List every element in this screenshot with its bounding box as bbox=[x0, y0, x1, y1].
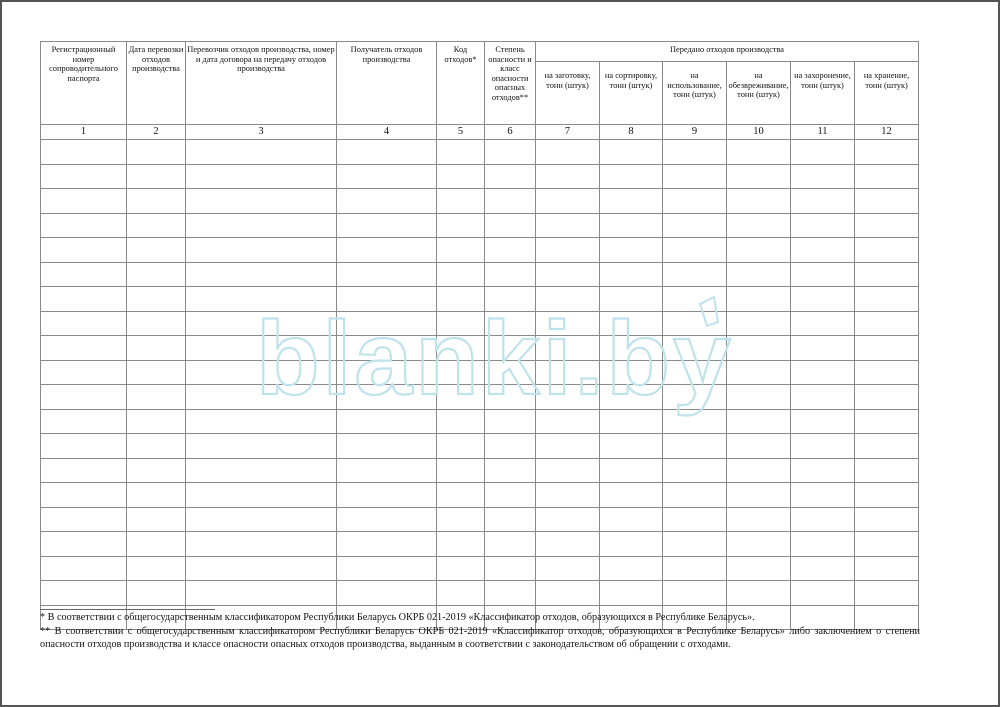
subheader-burial: на захоронение, тонн (штук) bbox=[791, 62, 855, 125]
table-cell[interactable] bbox=[186, 507, 337, 532]
table-cell[interactable] bbox=[855, 556, 919, 581]
table-cell[interactable] bbox=[727, 140, 791, 165]
table-cell[interactable] bbox=[186, 311, 337, 336]
table-cell[interactable] bbox=[663, 238, 727, 263]
table-cell[interactable] bbox=[437, 434, 485, 459]
table-cell[interactable] bbox=[337, 311, 437, 336]
waste-transfer-table bbox=[40, 41, 919, 630]
table-cell[interactable] bbox=[186, 385, 337, 410]
table-cell[interactable] bbox=[791, 287, 855, 312]
table-cell[interactable] bbox=[127, 507, 186, 532]
table-cell[interactable] bbox=[337, 189, 437, 214]
table-cell[interactable] bbox=[186, 262, 337, 287]
header-transferred-group: Передано отходов производства bbox=[536, 42, 919, 62]
table-body bbox=[41, 140, 919, 630]
table-cell[interactable] bbox=[41, 458, 127, 483]
table-cell[interactable] bbox=[186, 483, 337, 508]
table-cell[interactable] bbox=[41, 409, 127, 434]
table-cell[interactable] bbox=[186, 336, 337, 361]
table-cell[interactable] bbox=[663, 409, 727, 434]
header-waste-code: Код отходов* bbox=[437, 42, 485, 125]
table-cell[interactable] bbox=[337, 164, 437, 189]
table-cell[interactable] bbox=[186, 287, 337, 312]
table-cell[interactable] bbox=[337, 483, 437, 508]
table-cell[interactable] bbox=[727, 532, 791, 557]
table-cell[interactable] bbox=[437, 556, 485, 581]
subheader-use: на использование, тонн (штук) bbox=[663, 62, 727, 125]
table-row bbox=[41, 336, 919, 361]
subheader-sorting: на сортировку, тонн (штук) bbox=[600, 62, 663, 125]
table-cell[interactable] bbox=[186, 458, 337, 483]
table-cell[interactable] bbox=[337, 360, 437, 385]
table-cell[interactable] bbox=[791, 434, 855, 459]
header-hazard-class: Степень опасности и класс опасности опасных отходов** bbox=[485, 42, 536, 125]
table-cell[interactable] bbox=[663, 458, 727, 483]
table-cell[interactable] bbox=[437, 507, 485, 532]
table-cell[interactable] bbox=[727, 458, 791, 483]
column-number: 3 bbox=[186, 125, 337, 140]
table-cell[interactable] bbox=[127, 385, 186, 410]
table-cell[interactable] bbox=[127, 238, 186, 263]
table-cell[interactable] bbox=[600, 164, 663, 189]
table-cell[interactable] bbox=[437, 238, 485, 263]
table-cell[interactable] bbox=[337, 581, 437, 606]
table-cell[interactable] bbox=[41, 262, 127, 287]
table-cell[interactable] bbox=[437, 385, 485, 410]
table-cell[interactable] bbox=[41, 311, 127, 336]
table-cell[interactable] bbox=[663, 140, 727, 165]
table-cell[interactable] bbox=[485, 360, 536, 385]
table-cell[interactable] bbox=[855, 262, 919, 287]
table-cell[interactable] bbox=[127, 262, 186, 287]
table-cell[interactable] bbox=[727, 164, 791, 189]
table-cell[interactable] bbox=[663, 483, 727, 508]
table-cell[interactable] bbox=[600, 287, 663, 312]
table-row bbox=[41, 287, 919, 312]
table-cell[interactable] bbox=[536, 336, 600, 361]
table-cell[interactable] bbox=[727, 360, 791, 385]
table-cell[interactable] bbox=[663, 262, 727, 287]
table-cell[interactable] bbox=[600, 140, 663, 165]
table-cell[interactable] bbox=[186, 360, 337, 385]
table-cell[interactable] bbox=[663, 581, 727, 606]
table-row bbox=[41, 360, 919, 385]
table-cell[interactable] bbox=[600, 434, 663, 459]
table-cell[interactable] bbox=[727, 336, 791, 361]
table-cell[interactable] bbox=[536, 409, 600, 434]
table-cell[interactable] bbox=[536, 213, 600, 238]
table-cell[interactable] bbox=[337, 556, 437, 581]
table-cell[interactable] bbox=[127, 483, 186, 508]
table-cell[interactable] bbox=[855, 311, 919, 336]
table-cell[interactable] bbox=[791, 385, 855, 410]
table-cell[interactable] bbox=[536, 385, 600, 410]
table-cell[interactable] bbox=[536, 483, 600, 508]
table-cell[interactable] bbox=[663, 311, 727, 336]
table-cell[interactable] bbox=[855, 336, 919, 361]
table-cell[interactable] bbox=[337, 287, 437, 312]
table-cell[interactable] bbox=[127, 434, 186, 459]
table-cell[interactable] bbox=[41, 213, 127, 238]
table-cell[interactable] bbox=[41, 189, 127, 214]
table-cell[interactable] bbox=[536, 287, 600, 312]
table-cell[interactable] bbox=[663, 385, 727, 410]
table-cell[interactable] bbox=[485, 507, 536, 532]
table-cell[interactable] bbox=[727, 238, 791, 263]
table-cell[interactable] bbox=[485, 556, 536, 581]
table-cell[interactable] bbox=[855, 385, 919, 410]
table-cell[interactable] bbox=[727, 556, 791, 581]
header-recipient: Получатель отходов производства bbox=[337, 42, 437, 125]
table-row bbox=[41, 532, 919, 557]
table-cell[interactable] bbox=[791, 140, 855, 165]
table-cell[interactable] bbox=[536, 164, 600, 189]
table-cell[interactable] bbox=[536, 532, 600, 557]
table-cell[interactable] bbox=[791, 360, 855, 385]
table-cell[interactable] bbox=[41, 434, 127, 459]
table-cell[interactable] bbox=[791, 483, 855, 508]
table-cell[interactable] bbox=[727, 507, 791, 532]
table-cell[interactable] bbox=[485, 581, 536, 606]
table-cell[interactable] bbox=[855, 238, 919, 263]
table-row bbox=[41, 507, 919, 532]
table-cell[interactable] bbox=[600, 483, 663, 508]
table-cell[interactable] bbox=[663, 336, 727, 361]
table-row bbox=[41, 238, 919, 263]
table-cell[interactable] bbox=[485, 336, 536, 361]
table-cell[interactable] bbox=[41, 483, 127, 508]
table-cell[interactable] bbox=[791, 238, 855, 263]
table-cell[interactable] bbox=[485, 213, 536, 238]
column-number: 9 bbox=[663, 125, 727, 140]
table-cell[interactable] bbox=[186, 238, 337, 263]
table-cell[interactable] bbox=[337, 409, 437, 434]
footnote-1: * В соответствии с общегосударственным классификатором Республики Беларусь ОКРБ 021-2019 «Классификатор отходов, образующихся в Республике Беларусь». bbox=[40, 612, 755, 623]
table-cell[interactable] bbox=[600, 556, 663, 581]
table-cell[interactable] bbox=[727, 213, 791, 238]
table-cell[interactable] bbox=[437, 189, 485, 214]
table-cell[interactable] bbox=[791, 556, 855, 581]
table-cell[interactable] bbox=[727, 581, 791, 606]
table-cell[interactable] bbox=[127, 409, 186, 434]
table-cell[interactable] bbox=[337, 262, 437, 287]
table-cell[interactable] bbox=[536, 189, 600, 214]
table-cell[interactable] bbox=[127, 581, 186, 606]
column-number: 11 bbox=[791, 125, 855, 140]
table-cell[interactable] bbox=[337, 385, 437, 410]
table-cell[interactable] bbox=[337, 336, 437, 361]
table-cell[interactable] bbox=[186, 409, 337, 434]
table-cell[interactable] bbox=[855, 189, 919, 214]
table-cell[interactable] bbox=[41, 287, 127, 312]
table-cell[interactable] bbox=[41, 140, 127, 165]
table-cell[interactable] bbox=[437, 458, 485, 483]
table-cell[interactable] bbox=[127, 140, 186, 165]
subheader-neutralization: на обезвреживание, тонн (штук) bbox=[727, 62, 791, 125]
table-cell[interactable] bbox=[791, 409, 855, 434]
table-cell[interactable] bbox=[186, 164, 337, 189]
table-cell[interactable] bbox=[337, 458, 437, 483]
table-cell[interactable] bbox=[41, 360, 127, 385]
table-cell[interactable] bbox=[437, 532, 485, 557]
table-cell[interactable] bbox=[855, 360, 919, 385]
table-cell[interactable] bbox=[791, 507, 855, 532]
column-number: 4 bbox=[337, 125, 437, 140]
table-cell[interactable] bbox=[41, 556, 127, 581]
table-cell[interactable] bbox=[600, 385, 663, 410]
table-cell[interactable] bbox=[485, 238, 536, 263]
table-cell[interactable] bbox=[727, 385, 791, 410]
table-cell[interactable] bbox=[727, 311, 791, 336]
table-cell[interactable] bbox=[727, 434, 791, 459]
table-cell[interactable] bbox=[437, 262, 485, 287]
table-cell[interactable] bbox=[791, 581, 855, 606]
table-cell[interactable] bbox=[437, 336, 485, 361]
table-cell[interactable] bbox=[41, 336, 127, 361]
table-cell[interactable] bbox=[600, 311, 663, 336]
table-cell[interactable] bbox=[186, 434, 337, 459]
table-cell[interactable] bbox=[337, 434, 437, 459]
table-cell[interactable] bbox=[855, 213, 919, 238]
table-cell[interactable] bbox=[663, 213, 727, 238]
table-cell[interactable] bbox=[663, 360, 727, 385]
column-number: 1 bbox=[41, 125, 127, 140]
table-cell[interactable] bbox=[186, 556, 337, 581]
table-cell[interactable] bbox=[127, 360, 186, 385]
table-cell[interactable] bbox=[337, 532, 437, 557]
table-cell[interactable] bbox=[437, 140, 485, 165]
table-cell[interactable] bbox=[127, 213, 186, 238]
table-cell[interactable] bbox=[855, 532, 919, 557]
table-row bbox=[41, 311, 919, 336]
table-cell[interactable] bbox=[600, 458, 663, 483]
column-number: 10 bbox=[727, 125, 791, 140]
table-cell[interactable] bbox=[437, 360, 485, 385]
table-cell[interactable] bbox=[536, 458, 600, 483]
table-cell[interactable] bbox=[485, 458, 536, 483]
table-cell[interactable] bbox=[663, 532, 727, 557]
column-number: 5 bbox=[437, 125, 485, 140]
table-cell[interactable] bbox=[536, 507, 600, 532]
table-row bbox=[41, 409, 919, 434]
table-cell[interactable] bbox=[536, 581, 600, 606]
table-row bbox=[41, 164, 919, 189]
table-cell[interactable] bbox=[855, 458, 919, 483]
table-cell[interactable] bbox=[337, 140, 437, 165]
table-row bbox=[41, 213, 919, 238]
table-cell[interactable] bbox=[41, 507, 127, 532]
table-cell[interactable] bbox=[791, 164, 855, 189]
table-cell[interactable] bbox=[855, 287, 919, 312]
table-cell[interactable] bbox=[437, 483, 485, 508]
table-cell[interactable] bbox=[855, 581, 919, 606]
table-cell[interactable] bbox=[855, 434, 919, 459]
header-carrier: Перевозчик отходов производства, номер и дата договора на передачу отходов производства bbox=[186, 42, 337, 125]
table-cell[interactable] bbox=[600, 360, 663, 385]
table-cell[interactable] bbox=[127, 164, 186, 189]
table-cell[interactable] bbox=[485, 189, 536, 214]
table-cell[interactable] bbox=[485, 287, 536, 312]
table-row bbox=[41, 189, 919, 214]
table-cell[interactable] bbox=[600, 262, 663, 287]
column-number: 2 bbox=[127, 125, 186, 140]
table-cell[interactable] bbox=[41, 385, 127, 410]
table-cell[interactable] bbox=[337, 507, 437, 532]
table-cell[interactable] bbox=[485, 409, 536, 434]
table-cell[interactable] bbox=[437, 581, 485, 606]
table-cell[interactable] bbox=[855, 140, 919, 165]
table-cell[interactable] bbox=[127, 556, 186, 581]
table-cell[interactable] bbox=[727, 409, 791, 434]
table-cell[interactable] bbox=[855, 409, 919, 434]
table-cell[interactable] bbox=[663, 507, 727, 532]
column-number: 12 bbox=[855, 125, 919, 140]
table-cell[interactable] bbox=[600, 581, 663, 606]
column-number: 7 bbox=[536, 125, 600, 140]
table-cell[interactable] bbox=[600, 336, 663, 361]
table-cell[interactable] bbox=[186, 213, 337, 238]
table-cell[interactable] bbox=[600, 507, 663, 532]
table-row bbox=[41, 581, 919, 606]
table-cell[interactable] bbox=[127, 336, 186, 361]
table-cell[interactable] bbox=[437, 213, 485, 238]
table-cell[interactable] bbox=[485, 532, 536, 557]
table-cell[interactable] bbox=[663, 556, 727, 581]
table-cell[interactable] bbox=[600, 213, 663, 238]
table-cell[interactable] bbox=[536, 556, 600, 581]
table-cell[interactable] bbox=[791, 458, 855, 483]
table-cell[interactable] bbox=[186, 189, 337, 214]
table-cell[interactable] bbox=[337, 213, 437, 238]
table-cell[interactable] bbox=[600, 532, 663, 557]
table-row bbox=[41, 483, 919, 508]
table-cell[interactable] bbox=[727, 262, 791, 287]
table-cell[interactable] bbox=[855, 164, 919, 189]
subheader-procurement: на заготовку, тонн (штук) bbox=[536, 62, 600, 125]
table-cell[interactable] bbox=[485, 434, 536, 459]
table-cell[interactable] bbox=[600, 189, 663, 214]
table-cell[interactable] bbox=[437, 311, 485, 336]
table-cell[interactable] bbox=[791, 311, 855, 336]
table-cell[interactable] bbox=[485, 483, 536, 508]
table-row bbox=[41, 458, 919, 483]
table-cell[interactable] bbox=[127, 532, 186, 557]
table-cell[interactable] bbox=[536, 140, 600, 165]
table-cell[interactable] bbox=[41, 238, 127, 263]
table-row bbox=[41, 262, 919, 287]
table-cell[interactable] bbox=[791, 189, 855, 214]
table-cell[interactable] bbox=[536, 238, 600, 263]
table-cell[interactable] bbox=[485, 164, 536, 189]
footnote-2: ** В соответствии с общегосударственным классификатором Республики Беларусь ОКРБ 021-2019 «Классификатор отходов, образующихся в Республике Беларусь» либо заключением о степени опасности отходов производства и классе опасности опасных отходов производства, выданным в соответствии с законодательством об обращении с отходами. bbox=[40, 626, 920, 650]
table-cell[interactable] bbox=[536, 360, 600, 385]
header-transport-date: Дата перевозки отходов производства bbox=[127, 42, 186, 125]
table-cell[interactable] bbox=[663, 434, 727, 459]
table-cell[interactable] bbox=[186, 581, 337, 606]
table-cell[interactable] bbox=[41, 164, 127, 189]
table-cell[interactable] bbox=[791, 213, 855, 238]
table-cell[interactable] bbox=[727, 287, 791, 312]
table-cell[interactable] bbox=[127, 311, 186, 336]
table-cell[interactable] bbox=[485, 311, 536, 336]
table-cell[interactable] bbox=[127, 458, 186, 483]
footnote-divider bbox=[40, 609, 215, 610]
table-cell[interactable] bbox=[485, 385, 536, 410]
table-cell[interactable] bbox=[127, 189, 186, 214]
table-cell[interactable] bbox=[186, 140, 337, 165]
table-cell[interactable] bbox=[337, 238, 437, 263]
table-cell[interactable] bbox=[600, 238, 663, 263]
table-cell[interactable] bbox=[485, 140, 536, 165]
table-cell[interactable] bbox=[855, 507, 919, 532]
table-cell[interactable] bbox=[663, 164, 727, 189]
table-row bbox=[41, 385, 919, 410]
table-cell[interactable] bbox=[437, 287, 485, 312]
table-cell[interactable] bbox=[855, 483, 919, 508]
table-cell[interactable] bbox=[437, 409, 485, 434]
table-row bbox=[41, 140, 919, 165]
table-cell[interactable] bbox=[727, 483, 791, 508]
table-cell[interactable] bbox=[41, 581, 127, 606]
subheader-storage: на хранение, тонн (штук) bbox=[855, 62, 919, 125]
table-cell[interactable] bbox=[437, 164, 485, 189]
table-cell[interactable] bbox=[485, 262, 536, 287]
table-cell[interactable] bbox=[663, 287, 727, 312]
table-cell[interactable] bbox=[127, 287, 186, 312]
table-cell[interactable] bbox=[791, 532, 855, 557]
table-cell[interactable] bbox=[536, 311, 600, 336]
table-cell[interactable] bbox=[536, 262, 600, 287]
watermark-text: blanki.by bbox=[256, 301, 734, 417]
table-cell[interactable] bbox=[791, 336, 855, 361]
table-cell[interactable] bbox=[186, 532, 337, 557]
column-number: 6 bbox=[485, 125, 536, 140]
table-cell[interactable] bbox=[41, 532, 127, 557]
column-number-row bbox=[41, 125, 919, 140]
header-passport-number: Регистрационный номер сопроводительного паспорта bbox=[41, 42, 127, 125]
column-number: 8 bbox=[600, 125, 663, 140]
table-row bbox=[41, 434, 919, 459]
table-cell[interactable] bbox=[791, 262, 855, 287]
table-cell[interactable] bbox=[536, 434, 600, 459]
table-cell[interactable] bbox=[663, 189, 727, 214]
table-row bbox=[41, 556, 919, 581]
table-cell[interactable] bbox=[600, 409, 663, 434]
table-cell[interactable] bbox=[727, 189, 791, 214]
